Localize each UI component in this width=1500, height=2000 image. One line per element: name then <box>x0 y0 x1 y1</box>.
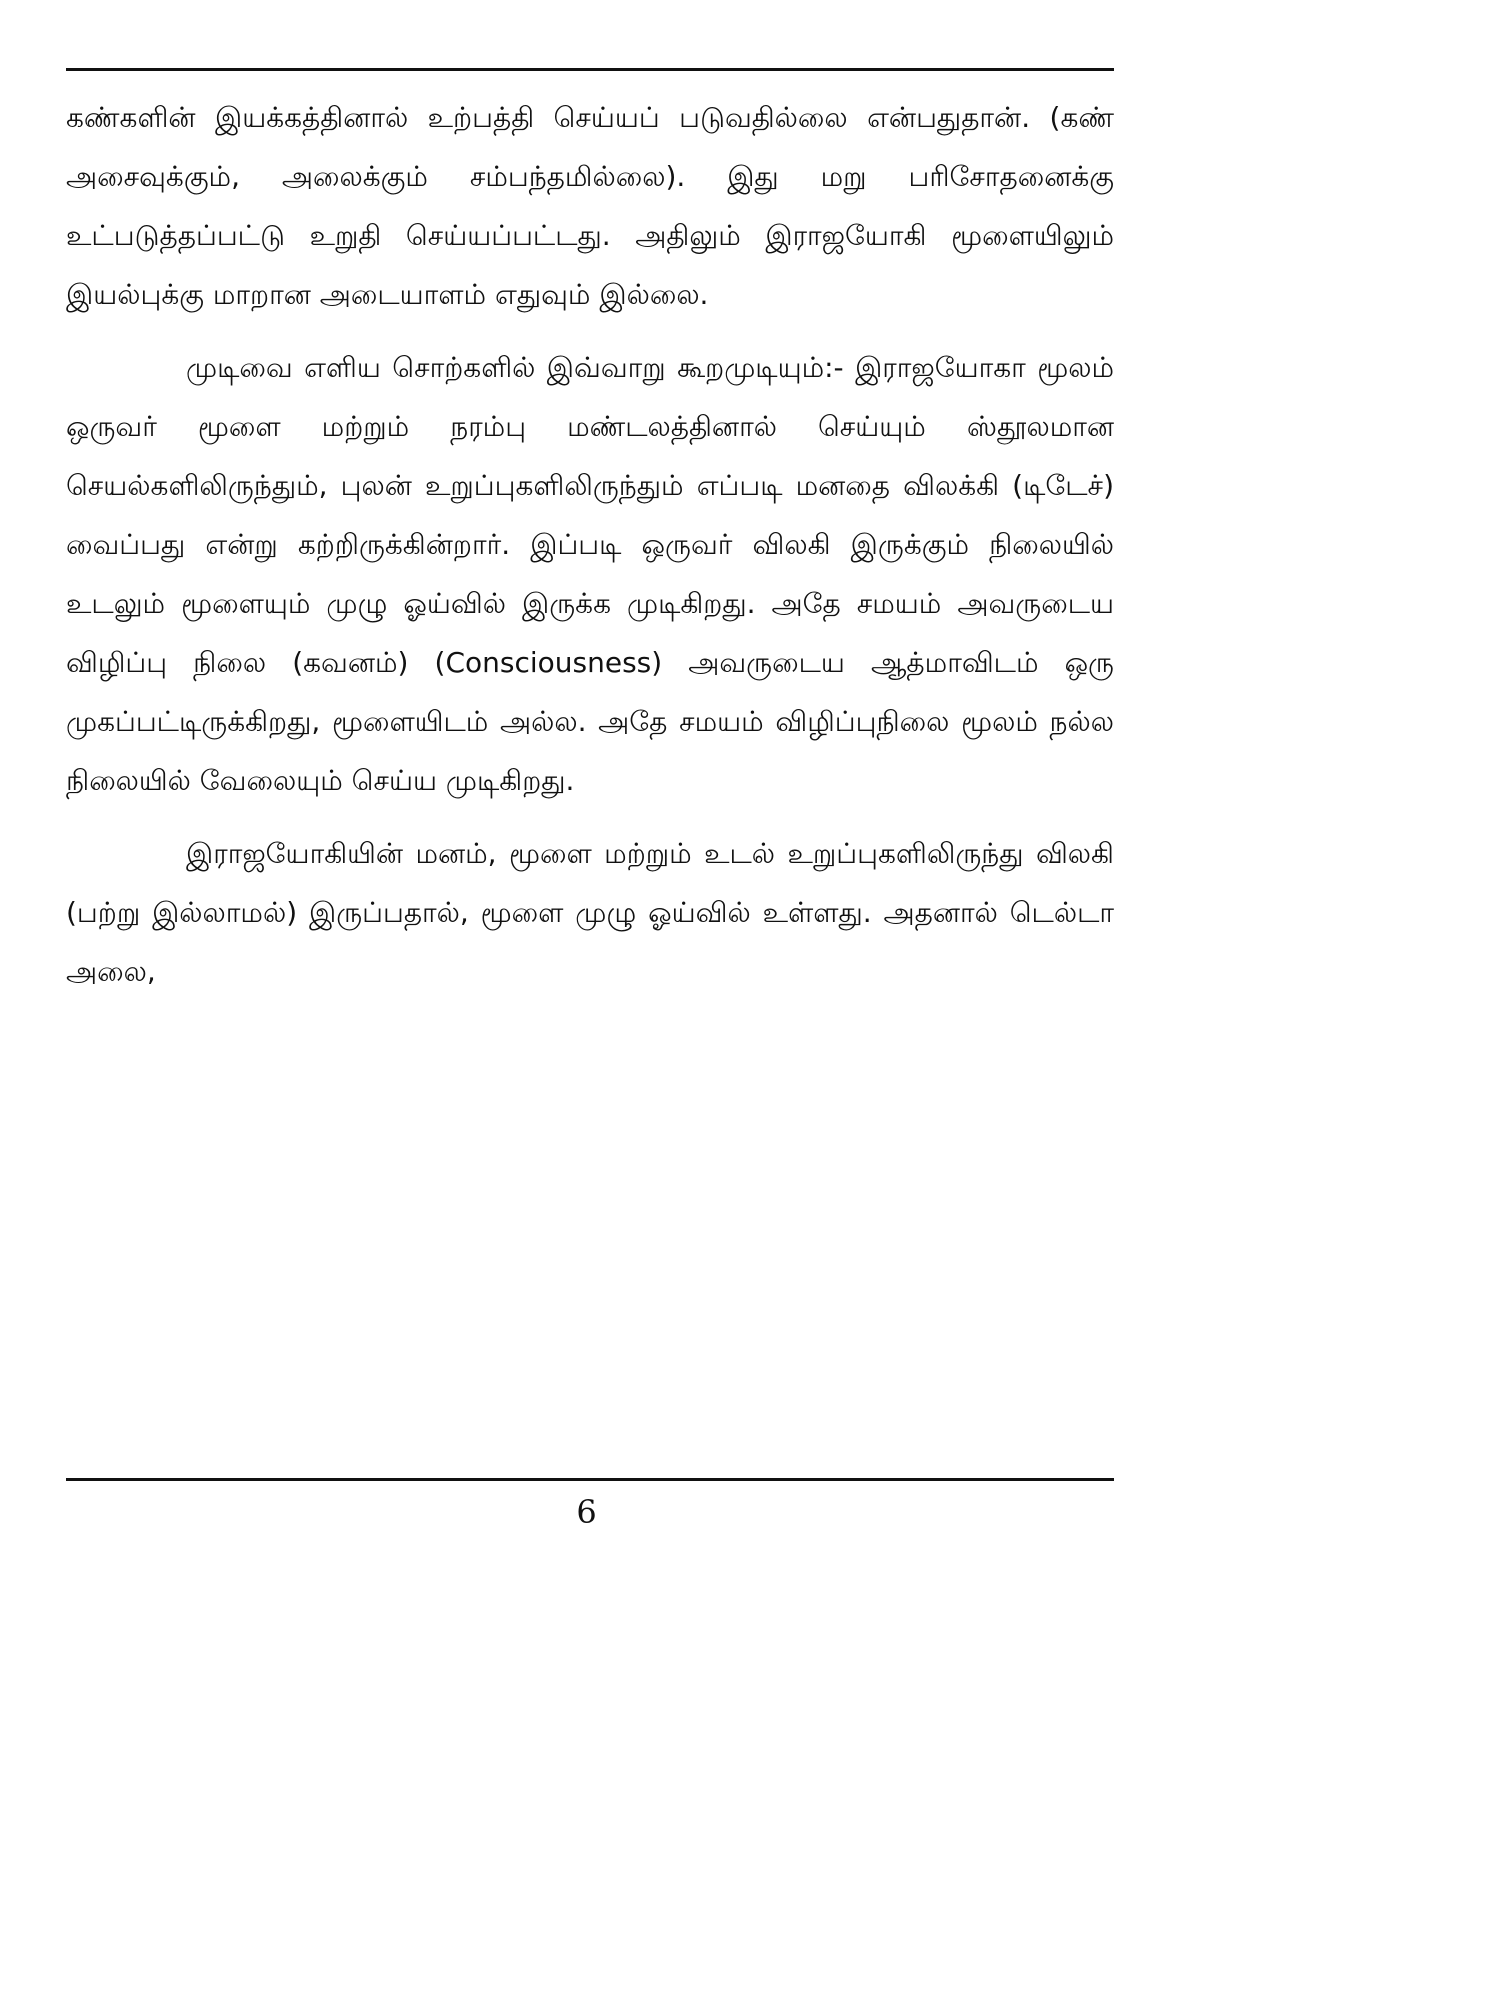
paragraph-3: இராஜயோகியின் மனம், மூளை மற்றும் உடல் உறுப்புகளிலிருந்து விலகி (பற்று இல்லாமல்) இருப்பதால், மூளை முழு ஓய்வில் உள்ளது. அதனால் டெல்டா அலை, <box>66 837 1114 988</box>
bottom-rule <box>66 1478 1114 1481</box>
top-rule <box>66 68 1114 71</box>
paragraph-1: கண்களின் இயக்கத்தினால் உற்பத்தி செய்யப் படுவதில்லை என்பதுதான். (கண் அசைவுக்கும், அலைக்கும் சம்பந்தமில்லை). இது மறு பரிசோதனைக்கு உட்படுத்தப்பட்டு உறுதி செய்யப்பட்டது. அதிலும் இராஜயோகி மூளையிலும் இயல்புக்கு மாறான அடையாளம் எதுவும் இல்லை. <box>66 101 1114 311</box>
page-body <box>66 88 1114 1001</box>
paragraph-2: முடிவை எளிய சொற்களில் இவ்வாறு கூறமுடியும்:- இராஜயோகா மூலம் ஒருவர் மூளை மற்றும் நரம்பு மண்டலத்தினால் செய்யும் ஸ்தூலமான செயல்களிலிருந்தும், புலன் உறுப்புகளிலிருந்தும் எப்படி மனதை விலக்கி (டிடேச்) வைப்பது என்று கற்றிருக்கின்றார். இப்படி ஒருவர் விலகி இருக்கும் நிலையில் உடலும் மூளையும் முழு ஓய்வில் இருக்க முடிகிறது. அதே சமயம் அவருடைய விழிப்பு நிலை (கவனம்) (Consciousness) அவருடைய ஆத்மாவிடம் ஒரு முகப்பட்டிருக்கிறது, மூளையிடம் அல்ல. அதே சமயம் விழிப்புநிலை மூலம் நல்ல நிலையில் வேலையும் செய்ய முடிகிறது. <box>66 351 1114 797</box>
page-number: 6 <box>576 1493 597 1531</box>
